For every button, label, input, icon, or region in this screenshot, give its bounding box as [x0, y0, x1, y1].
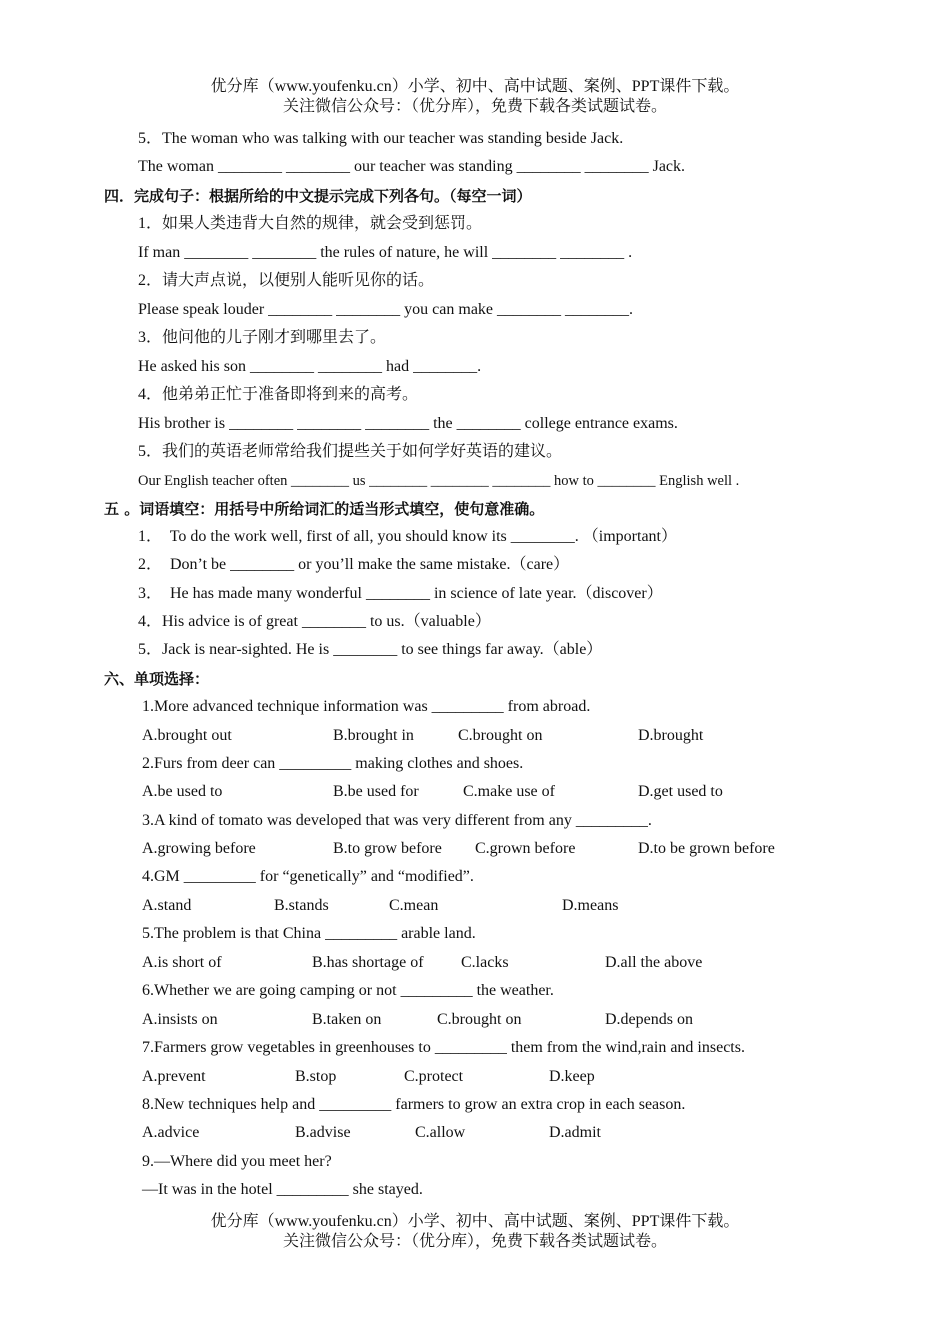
option-a: A.brought out — [142, 727, 232, 744]
fill-in-item: 5．Jack is near-sighted. He is ________ to see things far away.（able） — [138, 641, 603, 658]
option-a: A.is short of — [142, 954, 222, 971]
question-chinese: 5．我们的英语老师常给我们提些关于如何学好英语的建议。 — [138, 443, 563, 460]
answer-line: Please speak louder ________ ________ you can make ________ ________. — [138, 301, 634, 318]
option-b: B.to grow before — [333, 840, 442, 857]
option-a: A.growing before — [142, 840, 256, 857]
option-c: C.mean — [389, 897, 439, 914]
mcq-stem: 9.—Where did you meet her? — [142, 1153, 332, 1170]
answer-line: He asked his son ________ ________ had ________. — [138, 358, 482, 375]
option-b: B.taken on — [312, 1011, 382, 1028]
mcq-stem: 2.Furs from deer can _________ making clothes and shoes. — [142, 755, 524, 772]
question-chinese: 1．如果人类违背大自然的规律，就会受到惩罚。 — [138, 215, 483, 232]
option-d: D.keep — [549, 1068, 595, 1085]
footer-line-1: 优分库（www.youfenku.cn）小学、初中、高中试题、案例、PPT课件下载。 — [210, 1213, 740, 1230]
option-c: C.brought on — [437, 1011, 522, 1028]
question-chinese: 3．他问他的儿子刚才到哪里去了。 — [138, 329, 387, 346]
answer-line: If man ________ ________ the rules of nature, he will ________ ________ . — [138, 244, 633, 261]
option-c: C.lacks — [461, 954, 509, 971]
option-c: C.protect — [404, 1068, 464, 1085]
option-b: B.be used for — [333, 783, 419, 800]
option-b: B.stands — [274, 897, 329, 914]
question-chinese: 4．他弟弟正忙于准备即将到来的高考。 — [138, 386, 419, 403]
fill-in-item: 3． He has made many wonderful ________ in science of late year.（discover） — [138, 585, 663, 602]
fill-in-item: 1． To do the work well, first of all, you should know its ________. （important） — [138, 528, 677, 545]
mcq-stem: 3.A kind of tomato was developed that was very different from any _________. — [142, 812, 652, 829]
mcq-stem: 5.The problem is that China _________ arable land. — [142, 925, 476, 942]
option-b: B.advise — [295, 1124, 351, 1141]
mcq-stem: 6.Whether we are going camping or not _________ the weather. — [142, 982, 554, 999]
header-line-1: 优分库（www.youfenku.cn）小学、初中、高中试题、案例、PPT课件下载。 — [210, 78, 740, 95]
fill-in-item: 2． Don’t be ________ or you’ll make the same mistake.（care） — [138, 556, 570, 573]
question-chinese: 2．请大声点说，以便别人能听见你的话。 — [138, 272, 435, 289]
option-a: A.prevent — [142, 1068, 206, 1085]
section-title: 四．完成句子：根据所给的中文提示完成下列各句。（每空一词） — [104, 187, 532, 205]
option-a: A.advice — [142, 1124, 200, 1141]
question-text: 5．The woman who was talking with our teacher was standing beside Jack. — [138, 130, 624, 147]
option-c: C.make use of — [463, 783, 555, 800]
mcq-stem: 8.New techniques help and _________ farmers to grow an extra crop in each season. — [142, 1096, 686, 1113]
option-a: A.be used to — [142, 783, 223, 800]
option-b: B.brought in — [333, 727, 414, 744]
option-d: D.to be grown before — [638, 840, 775, 857]
mcq-stem: 1.More advanced technique information was _________ from abroad. — [142, 698, 591, 715]
option-c: C.grown before — [475, 840, 576, 857]
option-a: A.stand — [142, 897, 192, 914]
option-a: A.insists on — [142, 1011, 218, 1028]
option-d: D.means — [562, 897, 619, 914]
answer-line: The woman ________ ________ our teacher was standing ________ ________ Jack. — [138, 158, 686, 175]
option-c: C.allow — [415, 1124, 466, 1141]
option-c: C.brought on — [458, 727, 543, 744]
header-line-2: 关注微信公众号：（优分库），免费下载各类试题试卷。 — [282, 98, 667, 115]
option-d: D.admit — [549, 1124, 601, 1141]
mcq-stem: 7.Farmers grow vegetables in greenhouses to _________ them from the wind,rain and insects. — [142, 1039, 745, 1056]
option-d: D.depends on — [605, 1011, 693, 1028]
answer-line: Our English teacher often ________ us ________ ________ ________ how to ________ English well . — [138, 473, 740, 489]
option-b: B.has shortage of — [312, 954, 424, 971]
option-d: D.brought — [638, 727, 704, 744]
mcq-stem: 4.GM _________ for “genetically” and “modified”. — [142, 868, 474, 885]
mcq-stem: —It was in the hotel _________ she stayed. — [142, 1181, 423, 1198]
fill-in-item: 4．His advice is of great ________ to us.（valuable） — [138, 613, 491, 630]
footer-line-2: 关注微信公众号：（优分库），免费下载各类试题试卷。 — [282, 1233, 667, 1250]
option-b: B.stop — [295, 1068, 337, 1085]
option-d: D.all the above — [605, 954, 703, 971]
answer-line: His brother is ________ ________ ________ the ________ college entrance exams. — [138, 415, 678, 432]
section-title: 五 。词语填空：用括号中所给词汇的适当形式填空，使句意准确。 — [104, 500, 545, 518]
option-d: D.get used to — [638, 783, 723, 800]
section-title: 六、单项选择： — [104, 670, 210, 688]
